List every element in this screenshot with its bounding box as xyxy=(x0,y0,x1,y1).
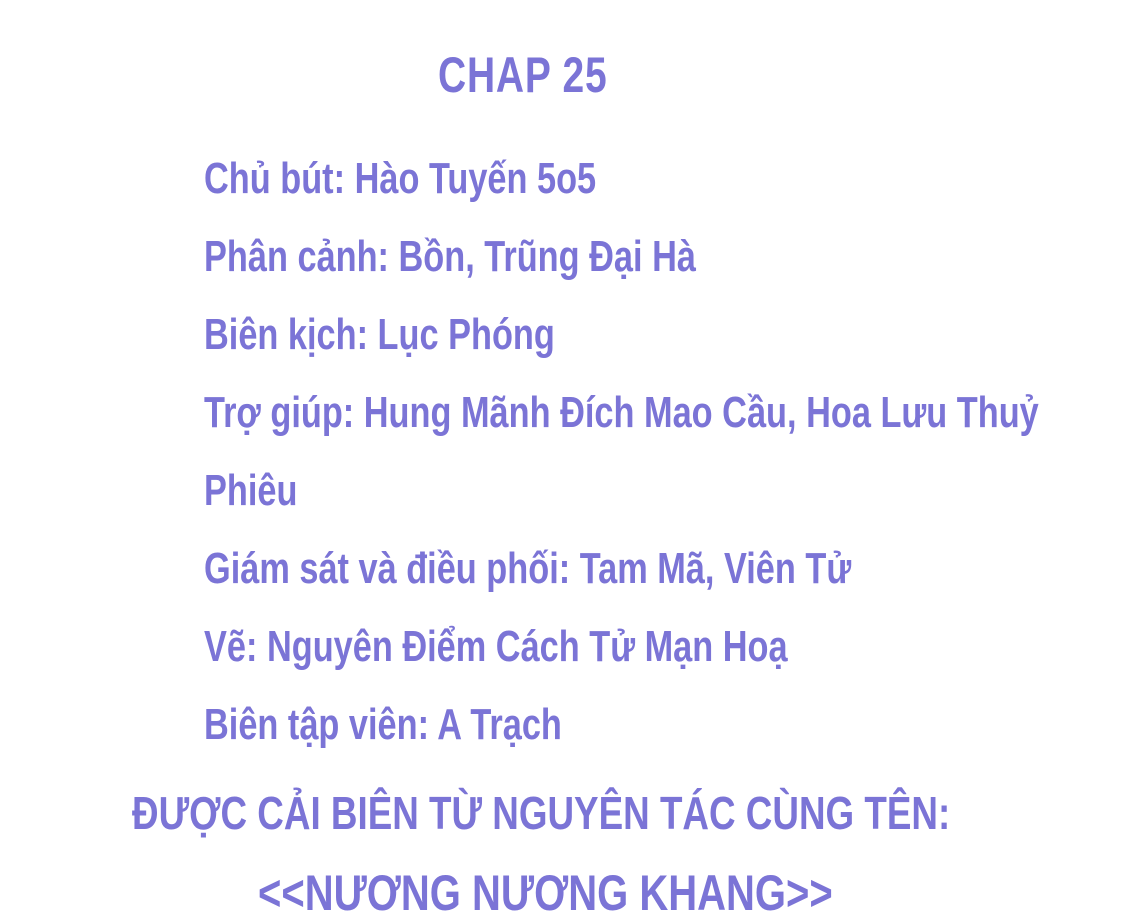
credit-art: Vẽ: Nguyên Điểm Cách Tử Mạn Hoạ xyxy=(204,622,788,671)
credit-assistants: Trợ giúp: Hung Mãnh Đích Mao Cầu, Hoa Lưu Thuỷ xyxy=(204,388,1039,437)
credit-editor: Biên tập viên: A Trạch xyxy=(204,700,562,749)
chapter-title: CHAP 25 xyxy=(438,47,608,103)
novel-title: <<NƯƠNG NƯƠNG KHANG>> xyxy=(258,865,833,921)
credit-assistants-continued: Phiêu xyxy=(204,466,298,515)
credit-chief-editor: Chủ bút: Hào Tuyến 5o5 xyxy=(204,154,597,203)
adaptation-heading: ĐƯỢC CẢI BIÊN TỪ NGUYÊN TÁC CÙNG TÊN: xyxy=(132,787,951,839)
credits-list xyxy=(204,140,1104,764)
credit-supervision: Giám sát và điều phối: Tam Mã, Viên Tử xyxy=(204,544,852,593)
credit-storyboard: Phân cảnh: Bồn, Trũng Đại Hà xyxy=(204,232,696,281)
credit-script: Biên kịch: Lục Phóng xyxy=(204,310,555,359)
